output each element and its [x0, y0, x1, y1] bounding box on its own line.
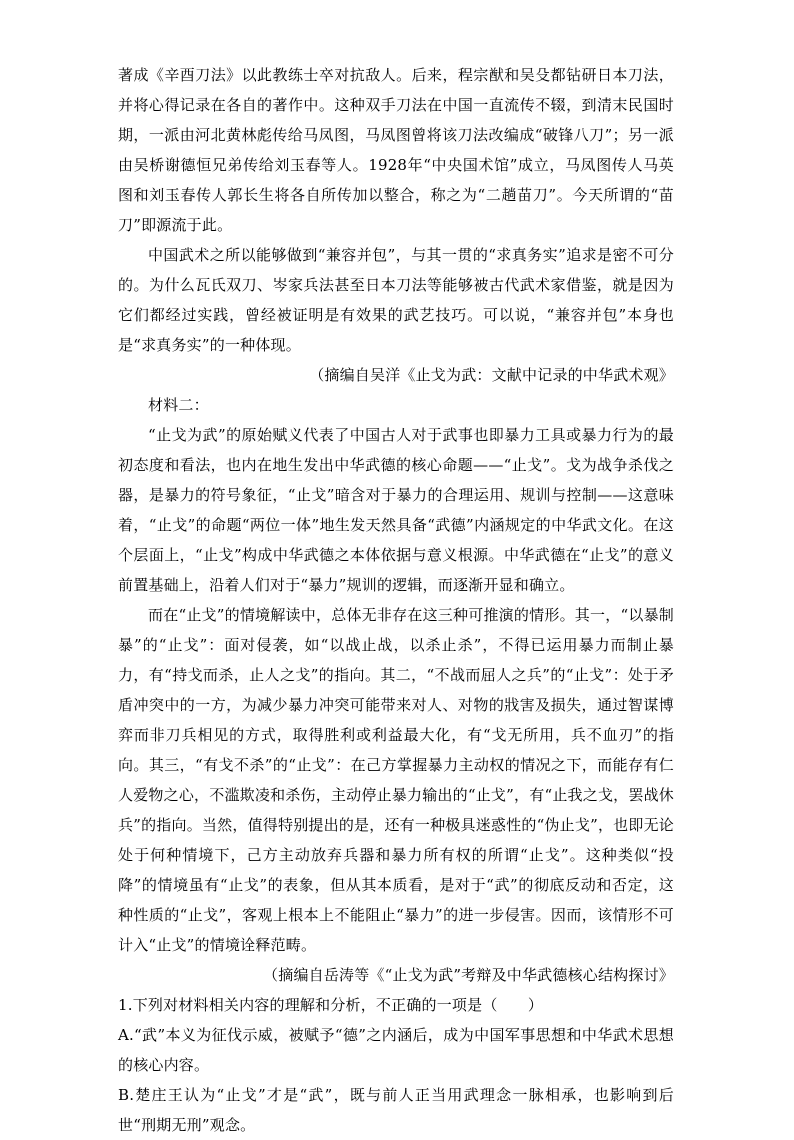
material2-paragraph-1: “止戈为武”的原始赋义代表了中国古人对于武事也即暴力工具或暴力行为的最初态度和看法，也内在地生发出中华武德的核心命题——“止戈”。戈为战争杀伐之器，是暴力的符号象征，“止戈”暗含对于暴力的合理运用、规训与控制——这意味着，“止戈”的命题“两位一体”地生发天然具备“武德”内涵规定的中华武文化。在这个层面上，“止戈”构成中华武德之本体依据与意义根源。中华武德在“止戈”的意义前置基础上，沿着人们对于“暴力”规训的逻辑，而逐渐开显和确立。 [118, 426, 674, 594]
material2-paragraph-2: 而在“止戈”的情境解读中，总体无非存在这三种可推演的情形。其一，“以暴制暴”的“止戈”：面对侵袭，如“以战止战，以杀止杀”，不得已运用暴力而制止暴力，有“持戈而杀，止人之戈”的指向。其二，“不战而屈人之兵”的“止戈”：处于矛盾冲突中的一方，为减少暴力冲突可能带来对人、对物的戕害及损失，通过智谋博弈而非刀兵相见的方式，取得胜利或利益最大化，有“戈无所用，兵不血刃”的指向。其三，“有戈不杀”的“止戈”：在己方掌握暴力主动权的情况之下，而能存有仁人爱物之心，不滥欺凌和杀伤，主动停止暴力输出的“止戈”，有“止我之戈，罢战休兵”的指向。当然，值得特别提出的是，还有一种极具迷惑性的“伪止戈”，也即无论处于何种情境下，己方主动放弃兵器和暴力所有权的所谓“止戈”。这种类似“投降”的情境虽有“止戈”的表象，但从其本质看，是对于“武”的彻底反动和否定，这种性质的“止戈”，客观上根本上不能阻止“暴力”的进一步侵害。因而，该情形不可计入“止戈”的情境诠释范畴。 [118, 606, 674, 954]
material1-source: （摘编自吴洋《止戈为武：文献中记录的中华武术观》 [309, 366, 674, 384]
material1-paragraph-continued: 著成《辛酉刀法》以此教练士卒对抗敌人。后来，程宗猷和吴殳都钻研日本刀法，并将心得记录在各自的著作中。这种双手刀法在中国一直流传不辍，到清末民国时期，一派由河北黄林彪传给马凤图，马凤图曾将该刀法改编成“破锋八刀”；另一派由吴桥谢德恒兄弟传给刘玉春等人。1928年“中央国术馆”成立，马凤图传人马英图和刘玉春传人郭长生将各自所传加以整合，称之为“二趟苗刀”。今天所谓的“苗刀”即源流于此。 [118, 66, 674, 234]
document-page [118, 60, 674, 1140]
question1-option-b: B.楚庄王认为“止戈”才是“武”，既与前人正当用武理念一脉相承，也影响到后世“刑期无刑”观念。 [118, 1086, 674, 1134]
material2-source: （摘编自岳涛等《“止戈为武”考辩及中华武德核心结构探讨》 [263, 966, 674, 984]
question1-option-a: A.“武”本义为征伐示威，被赋予“德”之内涵后，成为中国军事思想和中华武术思想的核心内容。 [118, 1026, 674, 1074]
material2-label: 材料二： [148, 396, 209, 414]
material1-paragraph-2: 中国武术之所以能够做到“兼容并包”，与其一贯的“求真务实”追求是密不可分的。为什么瓦氏双刀、岑家兵法甚至日本刀法等能够被古代武术家借鉴，就是因为它们都经过实践，曾经被证明是有效果的武艺技巧。可以说，“兼容并包”本身也是“求真务实”的一种体现。 [118, 246, 674, 354]
question1-stem: 1.下列对材料相关内容的理解和分析，不正确的一项是（ ） [118, 996, 544, 1014]
